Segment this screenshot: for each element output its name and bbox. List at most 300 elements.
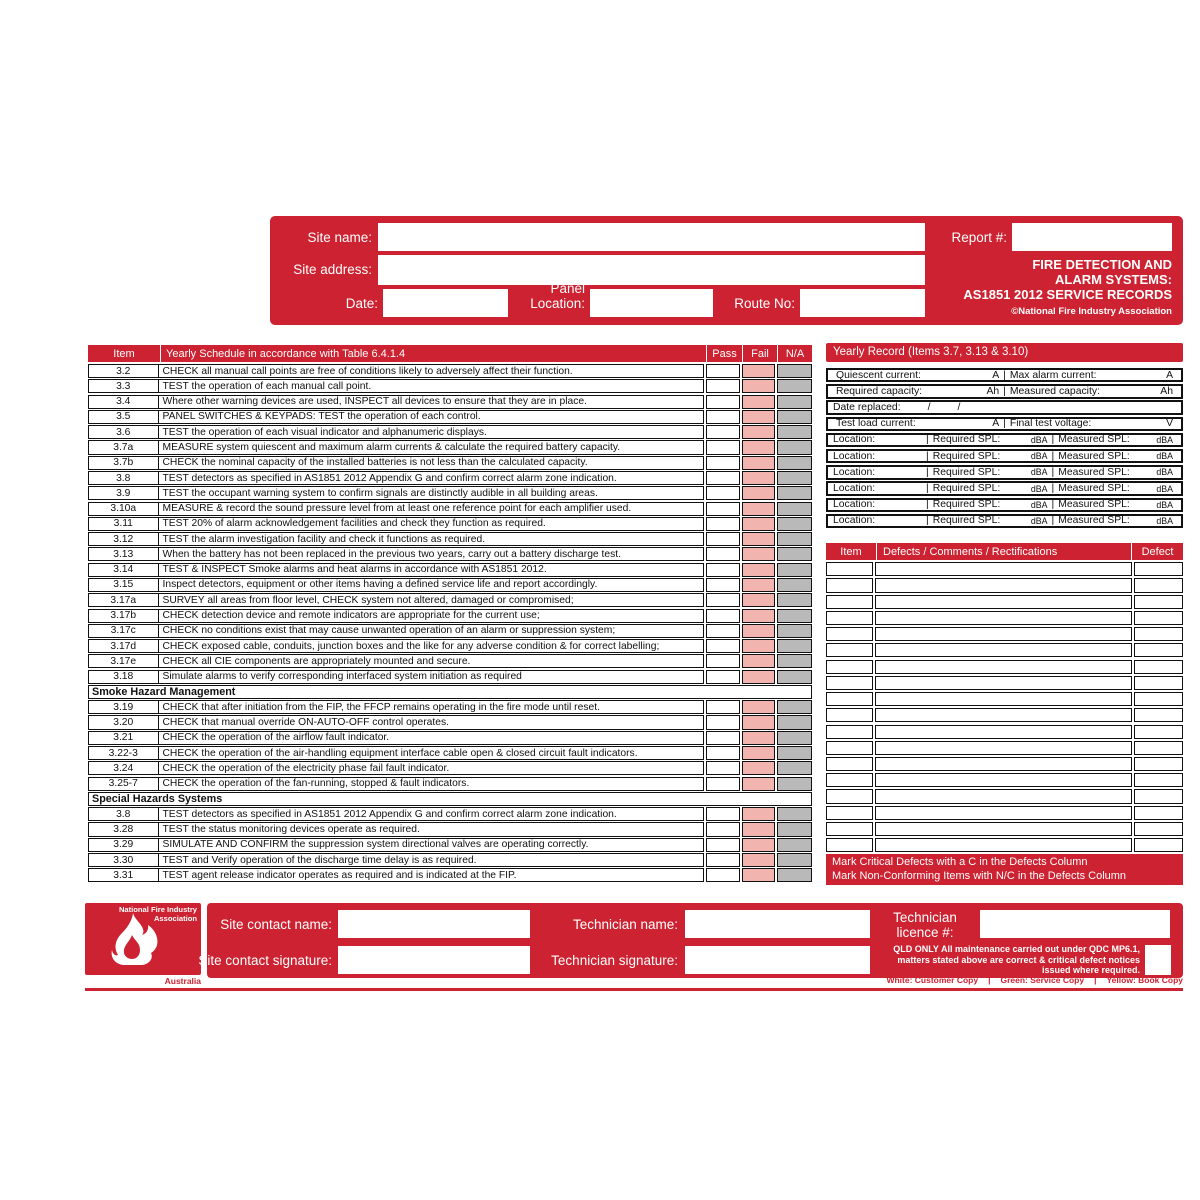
spl-location-row[interactable] — [826, 433, 1183, 447]
item-number: 3.7b — [89, 457, 159, 469]
item-number: 3.2 — [89, 365, 159, 377]
defect-comment-cell[interactable] — [875, 611, 1132, 625]
defect-item-cell[interactable] — [826, 741, 873, 755]
schedule-row-main — [88, 746, 704, 760]
pass-cell[interactable] — [706, 868, 740, 882]
na-cell[interactable] — [777, 563, 812, 577]
field-label: Measured SPL: — [1058, 483, 1130, 495]
fail-cell[interactable] — [742, 486, 775, 500]
pass-cell[interactable] — [706, 731, 740, 745]
field-unit: A — [1166, 369, 1174, 381]
defect-comment-cell[interactable] — [875, 708, 1132, 722]
schedule-row-main — [88, 593, 704, 607]
field-label: Required SPL: — [932, 515, 1001, 527]
defect-item-cell[interactable] — [826, 692, 873, 706]
na-cell[interactable] — [777, 609, 812, 623]
report-number-field[interactable] — [1012, 223, 1172, 251]
fail-cell[interactable] — [742, 563, 775, 577]
defect-flag-cell[interactable] — [1134, 725, 1183, 739]
pass-cell[interactable] — [706, 670, 740, 684]
item-number: 3.11 — [89, 518, 159, 530]
technician-licence-field[interactable] — [980, 910, 1170, 938]
copy-separator: | — [1094, 975, 1097, 985]
fail-cell[interactable] — [742, 364, 775, 378]
schedule-row-main — [88, 715, 704, 729]
fail-cell[interactable] — [742, 731, 775, 745]
defect-comment-cell[interactable] — [875, 692, 1132, 706]
item-description: CHECK all CIE components are appropriately mounted and secure. — [162, 655, 471, 667]
item-number: 3.17b — [89, 610, 159, 622]
pass-cell[interactable] — [706, 639, 740, 653]
technician-signature-field[interactable] — [685, 946, 870, 974]
na-cell[interactable] — [777, 746, 812, 760]
na-cell[interactable] — [777, 593, 812, 607]
schedule-row — [88, 532, 812, 546]
pass-cell[interactable] — [706, 777, 740, 791]
field-unit: dBA — [1030, 467, 1048, 478]
fail-cell[interactable] — [742, 425, 775, 439]
record-field-left — [833, 370, 1002, 381]
na-cell[interactable] — [777, 410, 812, 424]
pass-cell[interactable] — [706, 700, 740, 714]
defect-comment-cell[interactable] — [875, 562, 1132, 576]
pass-cell[interactable] — [706, 563, 740, 577]
spl-location-row[interactable] — [826, 449, 1183, 463]
na-cell[interactable] — [777, 654, 812, 668]
item-number: 3.19 — [89, 701, 159, 713]
fail-cell[interactable] — [742, 379, 775, 393]
defect-flag-cell[interactable] — [1134, 595, 1183, 609]
defect-row — [826, 757, 1183, 771]
defect-flag-cell[interactable] — [1134, 578, 1183, 592]
site-contact-signature-label: Site contact signature: — [198, 953, 332, 968]
schedule-row-main — [88, 364, 704, 378]
defect-flag-cell[interactable] — [1134, 773, 1183, 787]
pass-cell[interactable] — [706, 609, 740, 623]
required-spl-field — [930, 483, 1051, 494]
pass-cell[interactable] — [706, 425, 740, 439]
field-label: Measured SPL: — [1058, 450, 1130, 462]
record-field-right — [1007, 386, 1176, 397]
pass-cell[interactable] — [706, 715, 740, 729]
na-cell[interactable] — [777, 364, 812, 378]
item-column-header: Item — [113, 347, 135, 360]
defect-row — [826, 676, 1183, 690]
form-title-line-3: AS1851 2012 SERVICE RECORDS — [963, 287, 1172, 302]
na-cell[interactable] — [777, 547, 812, 561]
qld-only-note: QLD ONLY All maintenance carried out under QDC MP6.1, matters stated above are correct & critical defect notices issued where required. — [893, 944, 1140, 976]
schedule-section-row — [88, 685, 812, 699]
fail-cell[interactable] — [742, 410, 775, 424]
defect-flag-cell[interactable] — [1134, 562, 1183, 576]
defect-comment-cell[interactable] — [875, 578, 1132, 592]
fail-cell[interactable] — [742, 517, 775, 531]
measured-spl-field — [1055, 434, 1176, 445]
defect-flag-cell[interactable] — [1134, 789, 1183, 803]
schedule-row-main — [88, 379, 704, 393]
schedule-row — [88, 715, 812, 729]
defect-flag-cell[interactable] — [1134, 822, 1183, 836]
defect-item-cell[interactable] — [826, 725, 873, 739]
location-label: Location: — [833, 483, 876, 495]
field-divider: | — [926, 466, 929, 478]
schedule-row — [88, 471, 812, 485]
technician-name-label: Technician name: — [572, 917, 678, 932]
schedule-row-main — [88, 624, 704, 638]
schedule-row — [88, 670, 812, 684]
site-address-field[interactable] — [378, 255, 925, 285]
nfia-logo-text-line: Association — [153, 913, 197, 923]
schedule-row-main — [88, 425, 704, 439]
na-cell[interactable] — [777, 395, 812, 409]
defect-row — [826, 741, 1183, 755]
schedule-row — [88, 838, 812, 852]
defect-item-cell[interactable] — [826, 578, 873, 592]
schedule-row-main — [88, 471, 704, 485]
yearly-record-title: Yearly Record (Items 3.7, 3.13 & 3.10) — [826, 343, 1183, 362]
field-unit: dBA — [1156, 434, 1173, 445]
field-unit: dBA — [1156, 483, 1173, 494]
fail-cell[interactable] — [742, 593, 775, 607]
item-description: CHECK the nominal capacity of the installed batteries is not less than the calculated capacity. — [162, 457, 588, 469]
yearly-record-row[interactable] — [826, 400, 1183, 414]
field-label: Required capacity: — [836, 385, 923, 397]
fail-cell[interactable] — [742, 715, 775, 729]
item-description: TEST and Verify operation of the discharge time delay is as required. — [162, 854, 477, 866]
na-column-header: N/A — [777, 345, 812, 362]
field-label: Required SPL: — [932, 483, 1001, 495]
na-cell[interactable] — [777, 502, 812, 516]
location-label: Location: — [833, 499, 876, 511]
required-spl-field — [930, 499, 1051, 510]
schedule-section-row — [88, 792, 812, 806]
item-number: 3.18 — [89, 671, 159, 683]
na-cell[interactable] — [777, 639, 812, 653]
item-number: 3.31 — [89, 869, 159, 881]
field-label: Measured SPL: — [1058, 499, 1130, 511]
fail-cell[interactable] — [742, 853, 775, 867]
defect-comment-cell[interactable] — [875, 725, 1132, 739]
field-divider: | — [926, 499, 929, 511]
fail-cell[interactable] — [742, 502, 775, 516]
fail-cell[interactable] — [742, 746, 775, 760]
na-cell[interactable] — [777, 838, 812, 852]
fail-cell[interactable] — [742, 868, 775, 882]
date-slash: / — [957, 402, 961, 414]
defect-flag-cell[interactable] — [1134, 611, 1183, 625]
defect-comment-cell[interactable] — [875, 660, 1132, 674]
field-unit: dBA — [1156, 467, 1173, 478]
field-divider: | — [1003, 418, 1006, 430]
item-description: TEST the operation of each visual indicator and alphanumeric displays. — [162, 426, 487, 438]
pass-cell[interactable] — [706, 746, 740, 760]
date-field[interactable] — [383, 289, 508, 317]
yearly-record-row[interactable] — [826, 417, 1183, 431]
schedule-row — [88, 777, 812, 791]
defect-flag-cell[interactable] — [1134, 692, 1183, 706]
pass-cell[interactable] — [706, 502, 740, 516]
field-divider: | — [926, 434, 929, 446]
copy-separator: | — [988, 975, 991, 985]
fail-cell[interactable] — [742, 471, 775, 485]
measured-spl-field — [1055, 451, 1176, 462]
fail-cell[interactable] — [742, 761, 775, 775]
defect-row — [826, 611, 1183, 625]
fail-cell[interactable] — [742, 440, 775, 454]
fail-cell[interactable] — [742, 838, 775, 852]
pass-cell[interactable] — [706, 807, 740, 821]
pass-cell[interactable] — [706, 547, 740, 561]
defect-flag-column-header: Defect — [1131, 543, 1183, 560]
date-label: Date: — [345, 296, 378, 311]
schedule-row-main — [88, 838, 704, 852]
item-description: CHECK the operation of the electricity phase fail fault indicator. — [162, 762, 450, 774]
pass-column-header: Pass — [706, 345, 742, 362]
schedule-row — [88, 853, 812, 867]
field-divider: | — [926, 515, 929, 527]
schedule-row — [88, 486, 812, 500]
defect-flag-cell[interactable] — [1134, 708, 1183, 722]
defect-comment-cell[interactable] — [875, 595, 1132, 609]
pass-cell[interactable] — [706, 578, 740, 592]
defect-item-cell[interactable] — [826, 789, 873, 803]
pass-cell[interactable] — [706, 440, 740, 454]
yearly-record-panel — [826, 343, 1183, 530]
na-cell[interactable] — [777, 731, 812, 745]
pass-cell[interactable] — [706, 379, 740, 393]
site-name-label: Site name: — [307, 230, 372, 245]
record-field-right — [1007, 418, 1176, 429]
fail-cell[interactable] — [742, 700, 775, 714]
section-title: Smoke Hazard Management — [88, 685, 812, 699]
pass-cell[interactable] — [706, 822, 740, 836]
fail-cell[interactable] — [742, 609, 775, 623]
defect-item-cell[interactable] — [826, 757, 873, 771]
required-spl-field — [930, 515, 1051, 526]
field-unit: dBA — [1030, 434, 1048, 445]
pass-cell[interactable] — [706, 761, 740, 775]
schedule-row — [88, 578, 812, 592]
na-cell[interactable] — [777, 532, 812, 546]
defect-row — [826, 578, 1183, 592]
fail-cell[interactable] — [742, 532, 775, 546]
defect-item-cell[interactable] — [826, 562, 873, 576]
defect-flag-cell[interactable] — [1134, 757, 1183, 771]
field-divider: | — [1003, 385, 1006, 397]
defect-comment-cell[interactable] — [875, 757, 1132, 771]
na-cell[interactable] — [777, 777, 812, 791]
qld-checkbox[interactable] — [1145, 945, 1171, 975]
defect-comment-cell[interactable] — [875, 741, 1132, 755]
defect-flag-cell[interactable] — [1134, 676, 1183, 690]
spl-location-row[interactable] — [826, 514, 1183, 528]
pass-cell[interactable] — [706, 410, 740, 424]
na-cell[interactable] — [777, 486, 812, 500]
fail-cell[interactable] — [742, 639, 775, 653]
item-number: 3.17e — [89, 655, 159, 667]
field-divider: | — [1051, 450, 1055, 462]
defect-comment-cell[interactable] — [875, 627, 1132, 641]
schedule-row-main — [88, 547, 704, 561]
schedule-row — [88, 609, 812, 623]
fail-cell[interactable] — [742, 777, 775, 791]
defect-item-cell[interactable] — [826, 838, 873, 852]
fail-cell[interactable] — [742, 654, 775, 668]
yearly-record-row[interactable] — [826, 384, 1183, 398]
na-cell[interactable] — [777, 440, 812, 454]
item-description: MEASURE & record the sound pressure level from at least one reference point for each amplifier used. — [162, 503, 632, 515]
defect-flag-cell[interactable] — [1134, 627, 1183, 641]
panel-location-label: Panel Location: — [530, 281, 585, 311]
defects-table — [826, 543, 1183, 885]
spl-location-row[interactable] — [826, 465, 1183, 479]
na-cell[interactable] — [777, 379, 812, 393]
defect-item-cell[interactable] — [826, 660, 873, 674]
na-cell[interactable] — [777, 578, 812, 592]
defect-comment-cell[interactable] — [875, 773, 1132, 787]
na-cell[interactable] — [777, 456, 812, 470]
fail-cell[interactable] — [742, 624, 775, 638]
fail-cell[interactable] — [742, 456, 775, 470]
pass-cell[interactable] — [706, 471, 740, 485]
item-description: CHECK no conditions exist that may cause unwanted operation of an alarm or suppression system; — [162, 625, 616, 637]
spl-location-row[interactable] — [826, 481, 1183, 495]
fail-cell[interactable] — [742, 807, 775, 821]
site-contact-name-label: Site contact name: — [220, 917, 332, 932]
defect-comment-cell[interactable] — [875, 838, 1132, 852]
item-description: CHECK that after initiation from the FIP, the FFCP remains operating in the fire mode until reset. — [162, 701, 600, 713]
item-description: CHECK all manual call points are free of conditions likely to adversely affect their function. — [162, 365, 573, 377]
defect-row — [826, 643, 1183, 657]
na-cell[interactable] — [777, 807, 812, 821]
site-contact-signature-field[interactable] — [338, 946, 530, 974]
defect-item-cell[interactable] — [826, 708, 873, 722]
pass-cell[interactable] — [706, 456, 740, 470]
defect-item-cell[interactable] — [826, 822, 873, 836]
field-divider: | — [1051, 466, 1055, 478]
form-title — [963, 257, 1172, 302]
field-label: Required SPL: — [932, 499, 1001, 511]
field-unit: dBA — [1030, 515, 1048, 526]
defect-flag-cell[interactable] — [1134, 806, 1183, 820]
item-description: CHECK that manual override ON-AUTO-OFF control operates. — [162, 717, 450, 729]
field-label: Required SPL: — [932, 450, 1001, 462]
schedule-row-main — [88, 807, 704, 821]
defect-item-cell[interactable] — [826, 627, 873, 641]
schedule-row-main — [88, 502, 704, 516]
defect-comment-cell[interactable] — [875, 806, 1132, 820]
defect-comment-cell[interactable] — [875, 676, 1132, 690]
nfia-logo — [85, 903, 201, 975]
technician-licence-label: Technician licence #: — [893, 910, 957, 940]
pass-cell[interactable] — [706, 486, 740, 500]
field-unit: V — [1166, 418, 1174, 430]
schedule-row-main — [88, 563, 704, 577]
fail-cell[interactable] — [742, 670, 775, 684]
defect-item-cell[interactable] — [826, 806, 873, 820]
na-cell[interactable] — [777, 700, 812, 714]
item-number: 3.13 — [89, 548, 159, 560]
item-number: 3.30 — [89, 854, 159, 866]
fail-cell[interactable] — [742, 578, 775, 592]
defect-row — [826, 627, 1183, 641]
defect-item-cell[interactable] — [826, 676, 873, 690]
defect-item-cell[interactable] — [826, 773, 873, 787]
pass-cell[interactable] — [706, 838, 740, 852]
pass-cell[interactable] — [706, 654, 740, 668]
field-divider: | — [926, 483, 929, 495]
defect-item-cell[interactable] — [826, 643, 873, 657]
item-number: 3.4 — [89, 396, 159, 408]
defect-item-cell[interactable] — [826, 595, 873, 609]
defect-flag-cell[interactable] — [1134, 660, 1183, 674]
field-unit: dBA — [1156, 515, 1173, 526]
fail-cell[interactable] — [742, 395, 775, 409]
field-divider: | — [1051, 515, 1055, 527]
na-cell[interactable] — [777, 853, 812, 867]
field-divider: | — [1051, 483, 1055, 495]
field-label: Measured SPL: — [1058, 434, 1130, 446]
pass-cell[interactable] — [706, 517, 740, 531]
pass-cell[interactable] — [706, 593, 740, 607]
panel-location-field[interactable] — [590, 289, 713, 317]
na-cell[interactable] — [777, 715, 812, 729]
item-number: 3.20 — [89, 716, 159, 728]
item-description: TEST the status monitoring devices operate as required. — [162, 823, 420, 835]
na-cell[interactable] — [777, 822, 812, 836]
pass-cell[interactable] — [706, 395, 740, 409]
na-cell[interactable] — [777, 868, 812, 882]
spl-location-row[interactable] — [826, 498, 1183, 512]
field-label: Required SPL: — [932, 466, 1001, 478]
na-cell[interactable] — [777, 670, 812, 684]
defect-comment-cell[interactable] — [875, 643, 1132, 657]
defect-marking-notes — [826, 854, 1183, 885]
pass-cell[interactable] — [706, 624, 740, 638]
technician-name-field[interactable] — [685, 910, 870, 938]
item-description: SIMULATE AND CONFIRM the suppression system directional valves are operating correctly. — [162, 839, 589, 851]
defect-item-cell[interactable] — [826, 611, 873, 625]
pass-cell[interactable] — [706, 364, 740, 378]
schedule-table-header — [88, 345, 812, 362]
defect-comment-cell[interactable] — [875, 789, 1132, 803]
defect-flag-cell[interactable] — [1134, 741, 1183, 755]
site-name-field[interactable] — [378, 223, 925, 251]
defect-flag-cell[interactable] — [1134, 838, 1183, 852]
field-label: Measured SPL: — [1058, 515, 1130, 527]
na-cell[interactable] — [777, 425, 812, 439]
site-address-label: Site address: — [293, 262, 372, 277]
na-cell[interactable] — [777, 761, 812, 775]
item-number: 3.22-3 — [89, 747, 159, 759]
pass-cell[interactable] — [706, 532, 740, 546]
fail-cell[interactable] — [742, 822, 775, 836]
yearly-record-row[interactable] — [826, 368, 1183, 382]
item-description: CHECK the operation of the fan-running, stopped & fault indicators. — [162, 778, 470, 790]
pass-cell[interactable] — [706, 853, 740, 867]
route-no-field[interactable] — [800, 289, 925, 317]
site-contact-name-field[interactable] — [338, 910, 530, 938]
na-cell[interactable] — [777, 624, 812, 638]
item-number: 3.3 — [89, 380, 159, 392]
defect-comment-cell[interactable] — [875, 822, 1132, 836]
na-cell[interactable] — [777, 471, 812, 485]
na-cell[interactable] — [777, 517, 812, 531]
fail-cell[interactable] — [742, 547, 775, 561]
item-description: CHECK the operation of the air-handling equipment interface cable open & closed circuit fault indicators. — [162, 747, 638, 759]
defect-flag-cell[interactable] — [1134, 643, 1183, 657]
item-number: 3.24 — [89, 762, 159, 774]
